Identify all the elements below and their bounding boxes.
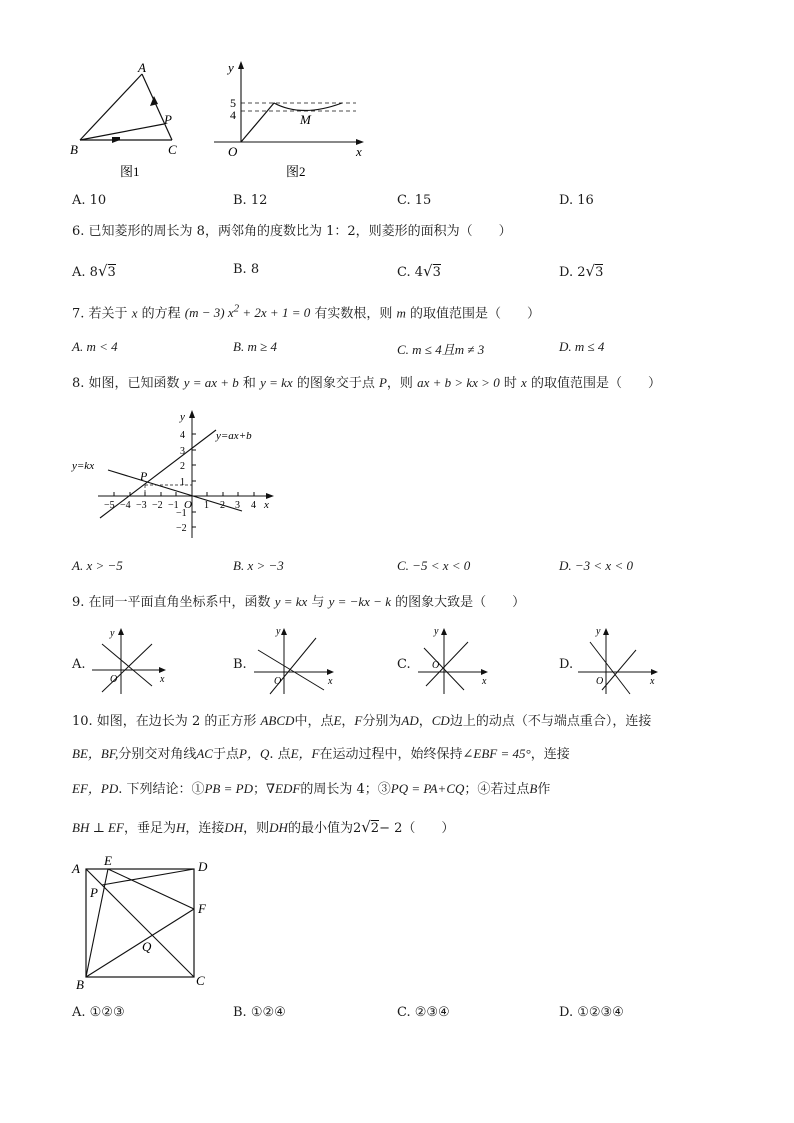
q10-l2a: BE，BF,: [72, 746, 119, 761]
q10-angle-EBF: ∠EBF = 45°: [462, 746, 531, 761]
q10-square-ABCD: ABCD: [260, 713, 295, 728]
q10-min-coef: 2: [352, 821, 362, 836]
q9-part1: 9. 在同一平面直角坐标系中，函数: [72, 595, 271, 610]
q9d-o: O: [596, 676, 604, 687]
q8-option-a[interactable]: A. x > −5: [72, 558, 123, 573]
q9-function-1: y = kx: [274, 594, 308, 609]
q8-function-1: y = ax + b: [183, 375, 239, 390]
q6-d-coef: D. 2: [559, 265, 586, 280]
q10-fig-A: A: [72, 861, 80, 876]
q10-conclusion-2: ∇EDF: [265, 781, 301, 796]
q10-point-B: B: [529, 781, 538, 796]
q8-option-c[interactable]: C. −5 < x < 0: [397, 558, 471, 573]
q9-question: [72, 594, 525, 611]
fig2-label-M: M: [300, 112, 311, 127]
q9-part2: 与: [311, 595, 325, 610]
q10-l4d: ，则: [243, 821, 270, 836]
q9c-x: x: [482, 676, 487, 687]
q5-option-c[interactable]: [397, 193, 431, 208]
q7-part2: 的方程: [141, 306, 181, 322]
q8-ytick-1: 1: [180, 477, 185, 488]
q8-graph-P: P: [140, 469, 148, 483]
q10-conclusion-3: PQ = PA+CQ: [390, 781, 465, 796]
q8-line2-label: y=kx: [72, 460, 95, 472]
q9c-o: O: [432, 660, 440, 671]
q8-part5: 时: [503, 376, 517, 391]
fig1-label-P: P: [164, 112, 172, 127]
q8-part2: 和: [242, 376, 256, 391]
q10-l2d: . 点: [269, 747, 291, 762]
q10-side-AD: AD: [401, 713, 419, 728]
q10-l2c: 于点: [212, 747, 239, 762]
q9-part3: 的图象大致是（ ）: [395, 595, 526, 610]
q6-question: 6. 已知菱形的周长为 8，两邻角的度数比为 1：2，则菱形的面积为（ ）: [72, 224, 512, 239]
q10-l3c: ；: [252, 782, 266, 797]
fig2-caption: 图2: [286, 164, 306, 179]
q10-points-PQ: P，Q: [239, 746, 270, 761]
q10-point-E: E: [333, 713, 342, 728]
q6-d-radicand: 3: [595, 265, 604, 280]
q10-conclusion-1: PB = PD: [204, 781, 253, 796]
q6-a-coef: A. 8: [72, 265, 98, 280]
q10-min-tail: − 2: [379, 821, 403, 836]
fig1-caption: 图1: [120, 164, 140, 179]
q5-option-a-value: 10: [89, 193, 107, 208]
fig2-x: x: [356, 144, 362, 159]
q8-part3: 的图象交于点: [296, 376, 375, 391]
q10-segment-DH-2: DH: [269, 820, 288, 835]
q8-ytick-neg1: −1: [176, 508, 187, 519]
q10-l1c: ，: [341, 714, 355, 729]
q10-option-c[interactable]: C. ②③④: [397, 1005, 450, 1020]
q8-question: [72, 375, 661, 392]
q8-graph: [66, 406, 286, 546]
q10-square-figure: [66, 853, 216, 995]
q10-l3e: ；④若过点: [464, 782, 530, 797]
fig2-tick-4: 4: [230, 108, 236, 122]
q7-part4: 的取值范围是（ ）: [410, 306, 541, 322]
q5-option-d-value: 16: [577, 193, 594, 208]
q7-eq-sup: 2: [233, 303, 240, 315]
q5-option-b[interactable]: [233, 193, 267, 208]
q7-option-a[interactable]: A. m < 4: [72, 339, 118, 354]
q8-xtick-neg3: −3: [136, 500, 147, 511]
q8-xtick-neg1: −1: [168, 500, 179, 511]
q6-option-d[interactable]: D. 2√3: [559, 262, 604, 280]
q6-c-coef: C. 4: [397, 265, 424, 280]
q8-ytick-3: 3: [180, 446, 185, 457]
fig2-y: y: [228, 60, 234, 75]
q7-eq-a: (m − 3): [184, 305, 225, 321]
q10-option-d[interactable]: D. ①②③④: [559, 1005, 624, 1020]
q8-ytick-2: 2: [180, 461, 185, 472]
q8-xtick-neg5: −5: [104, 500, 115, 511]
q7-part3: 有实数根，则: [314, 306, 393, 322]
q10-fig-B: B: [76, 977, 84, 992]
q10-l1a: 10. 如图，在边长为 2 的正方形: [72, 714, 257, 729]
q8-graph-x: x: [264, 499, 269, 511]
q5-option-b-value: 12: [250, 193, 268, 208]
q8-option-b[interactable]: B. x > −3: [233, 558, 284, 573]
q10-option-a[interactable]: A. ①②③: [72, 1005, 125, 1020]
q8-part4: ，则: [386, 376, 413, 391]
q10-l1e: ，: [418, 714, 432, 729]
q10-l1b: 中，点: [294, 714, 334, 729]
q10-fig-P: P: [90, 885, 98, 900]
q8-part1: 8. 如图，已知函数: [72, 376, 180, 391]
q5-option-d-letter: D.: [559, 193, 578, 208]
q10-point-F: F: [354, 713, 363, 728]
q8-xtick-neg2: −2: [152, 500, 163, 511]
q10-line-4: BH ⊥ EF，垂足为H，连接DH，则DH的最小值为2√2− 2（ ）: [72, 818, 455, 836]
q5-option-c-value: 15: [414, 193, 432, 208]
q10-fig-C: C: [196, 973, 205, 988]
q5-option-a-letter: A.: [72, 193, 90, 208]
q6-option-c[interactable]: C. 4√3: [397, 262, 441, 280]
q7-var-x: x: [131, 305, 138, 321]
q8-ytick-4: 4: [180, 430, 185, 441]
q9a-y: y: [110, 628, 115, 639]
q10-point-H: H: [175, 820, 186, 835]
q10-side-CD: CD: [431, 713, 450, 728]
q10-l4b: ，垂足为: [123, 821, 176, 836]
q8-graph-y: y: [180, 411, 185, 423]
q10-fig-D: D: [198, 859, 208, 874]
q9-option-b-label[interactable]: B.: [233, 657, 247, 672]
q7-part1: 7. 若关于: [72, 306, 128, 322]
q10-option-b[interactable]: B. ①②④: [233, 1005, 286, 1020]
fig1-label-B: B: [70, 142, 78, 157]
q9-option-d-graph[interactable]: [574, 624, 666, 696]
q10-diagonal-AC: AC: [196, 746, 213, 761]
q7-eq-c: + 2x + 1 = 0: [242, 305, 311, 321]
q7-option-d[interactable]: D. m ≤ 4: [559, 339, 605, 354]
q8-inequality: ax + b > kx > 0: [417, 375, 500, 390]
q9d-x: x: [650, 676, 655, 687]
q10-fig-E: E: [104, 853, 112, 868]
fig1-label-A: A: [138, 60, 146, 75]
q10-segment-DH: DH: [224, 820, 244, 835]
q10-l3d: 的周长为 4；③: [300, 782, 391, 797]
q8-function-2: y = kx: [260, 375, 293, 390]
q10-line-2: [72, 746, 570, 763]
q5-option-c-letter: C.: [397, 193, 415, 208]
q10-l2e: 在运动过程中，始终保持: [319, 747, 463, 762]
q9-option-c-graph[interactable]: [414, 624, 496, 696]
q8-part6: 的取值范围是（ ）: [530, 376, 661, 391]
q9-option-a-graph[interactable]: [88, 624, 176, 696]
q7-equation: [185, 305, 310, 320]
q8-point-P: P: [378, 375, 387, 390]
q9-option-d-label[interactable]: D.: [559, 657, 574, 672]
q8-xtick-3: 3: [235, 500, 240, 511]
q10-l4a: BH ⊥ EF: [72, 820, 124, 835]
q10-l2b: 分别交对角线: [118, 747, 197, 762]
q9-function-2: y = −kx − k: [328, 594, 391, 609]
q8-var-x: x: [521, 375, 527, 390]
q10-l3f: 作: [537, 782, 551, 797]
q9a-o: O: [110, 674, 118, 685]
q8-xtick-neg4: −4: [120, 500, 131, 511]
q10-l1f: 边上的动点（不与端点重合），连接: [449, 714, 652, 729]
q10-l3a: EF，PD: [72, 781, 119, 796]
q9a-x: x: [160, 674, 165, 685]
q5-option-b-letter: B.: [233, 193, 251, 208]
q9b-o: O: [274, 676, 282, 687]
q8-xtick-1: 1: [204, 500, 209, 511]
figure-1-triangle: [66, 60, 196, 185]
fig2-origin: O: [228, 144, 238, 159]
q8-xtick-2: 2: [220, 500, 225, 511]
q7-question: [72, 301, 540, 322]
q5-option-d[interactable]: [559, 193, 594, 208]
q6-c-radicand: 3: [432, 265, 441, 280]
q9b-x: x: [328, 676, 333, 687]
q9-option-c-label[interactable]: C.: [397, 657, 411, 672]
q7-eq-b: x: [227, 305, 234, 321]
q8-xtick-4: 4: [251, 500, 256, 511]
q7-option-b[interactable]: B. m ≥ 4: [233, 339, 277, 354]
figure-2-graph: [210, 58, 370, 186]
q9c-y: y: [434, 626, 439, 637]
q10-fig-F: F: [198, 901, 206, 916]
q10-line-3: [72, 781, 550, 798]
q10-l4f: （ ）: [402, 821, 455, 836]
q10-l1d: 分别为: [362, 714, 402, 729]
q9-option-b-graph[interactable]: [250, 624, 342, 696]
q10-l4c: ，连接: [185, 821, 225, 836]
q9-option-a-label[interactable]: A.: [72, 657, 86, 672]
q10-fig-Q: Q: [142, 939, 152, 954]
q6-option-b[interactable]: [233, 262, 259, 277]
q8-graph-origin: O: [184, 499, 192, 511]
q6-option-a[interactable]: A. 8√3: [72, 262, 116, 280]
q8-option-d[interactable]: D. −3 < x < 0: [559, 558, 633, 573]
q10-points-EF: E，F: [290, 746, 320, 761]
fig1-label-C: C: [168, 142, 177, 157]
q7-option-c[interactable]: C. m ≤ 4且m ≠ 3: [397, 342, 485, 357]
q7-var-m: m: [396, 305, 406, 321]
q10-line-1: [72, 713, 651, 730]
q6-b-value: B. 8: [233, 262, 260, 277]
q10-l2f: ，连接: [530, 747, 570, 762]
q5-option-a[interactable]: [72, 193, 106, 208]
q10-min-radicand: 2: [370, 821, 380, 836]
fig2-tick-5: 5: [230, 96, 236, 110]
q9d-y: y: [596, 626, 601, 637]
q10-l4e: 的最小值为: [287, 821, 353, 836]
q8-ytick-neg2: −2: [176, 523, 187, 534]
q9b-y: y: [276, 626, 281, 637]
q10-l3b: . 下列结论：①: [118, 782, 205, 797]
q8-line1-label: y=ax+b: [216, 430, 252, 442]
q6-a-radicand: 3: [107, 265, 116, 280]
